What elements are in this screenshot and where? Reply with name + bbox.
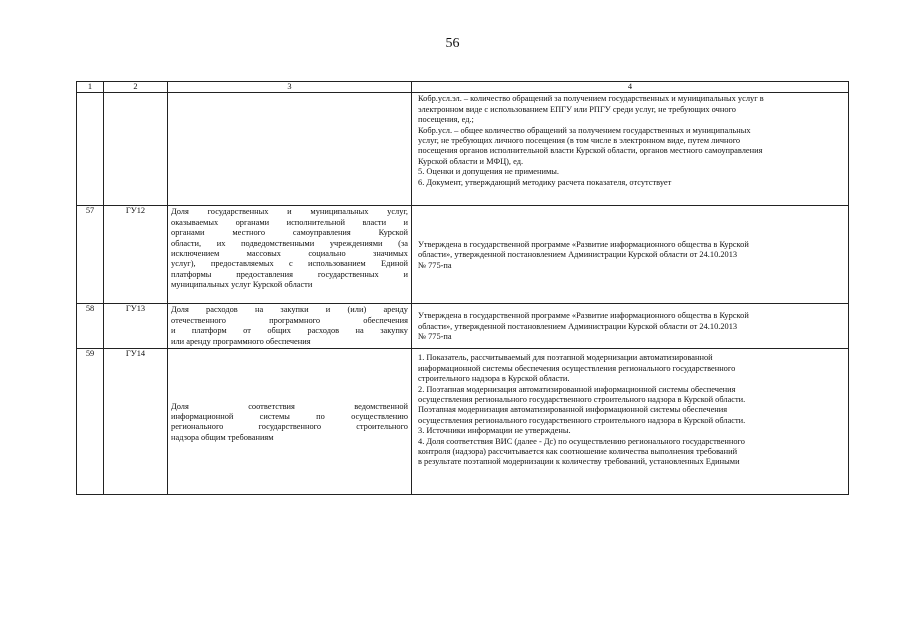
table-row	[77, 349, 849, 495]
indicator-line: муниципальных услуг Курской области	[171, 280, 313, 290]
description-line: Курской области и МФЦ), ед.	[418, 156, 524, 166]
header-col-2: 2	[104, 82, 168, 93]
row-number	[77, 93, 104, 206]
row-number: 59	[77, 349, 104, 495]
indicator-line: Доля соответствия ведомственной	[171, 401, 408, 411]
row-code: ГУ12	[104, 206, 168, 304]
indicator-line: услуг), предоставляемых с использованием Единой	[171, 259, 408, 269]
indicators-table	[76, 81, 849, 495]
row-indicator	[168, 93, 412, 206]
row-description	[412, 304, 849, 349]
description-line: области», утвержденной постановлением Администрации Курской области от 24.10.2013	[418, 321, 738, 331]
header-col-1: 1	[77, 82, 104, 93]
description-line: услуг, не требующих личного посещения (в том числе в электронном виде, путем личного	[418, 136, 741, 146]
description-line: 2. Поэтапная модернизация автоматизированной информационной системы обеспечения	[418, 384, 736, 394]
indicator-line: Доля расходов на закупки и (или) аренду	[171, 305, 408, 315]
indicator-line: регионального государственного строительного	[171, 422, 408, 432]
indicator-line: или аренду программного обеспечения	[171, 336, 311, 346]
indicator-line: платформы предоставления государственных и	[171, 269, 408, 279]
description-line: в результате поэтапной модернизации к количеству требований, установленных Едиными	[418, 457, 740, 467]
indicator-line: исключением массовых социально значимых	[171, 249, 408, 259]
description-line: Утверждена в государственной программе «Развитие информационного общества в Курской	[418, 311, 749, 321]
description-line: № 775-па	[418, 260, 452, 270]
page-number: 56	[445, 36, 460, 51]
row-number: 58	[77, 304, 104, 349]
description-line: осуществления регионального государственного строительного надзора в Курской области.	[418, 395, 746, 405]
description-line: посещения, ед.;	[418, 115, 474, 125]
table-row	[77, 206, 849, 304]
indicator-line: области, их подведомственными учреждениями (за	[171, 238, 408, 248]
indicator-line: отечественного программного обеспечения	[171, 315, 408, 325]
description-line: Кобр.усл.эл. – количество обращений за получением государственных и муниципальных услуг в	[418, 94, 764, 104]
row-indicator	[168, 304, 412, 349]
header-col-3: 3	[168, 82, 412, 93]
description-line: осуществления регионального государственного строительного надзора в Курской области.	[418, 415, 746, 425]
description-line: Утверждена в государственной программе «Развитие информационного общества в Курской	[418, 239, 749, 249]
indicator-line: оказываемых органами исполнительной власти и	[171, 217, 408, 227]
description-line: 1. Показатель, рассчитываемый для поэтапной модернизации автоматизированной	[418, 353, 713, 363]
description-line: информационной системы обеспечения осуществления регионального государственного	[418, 363, 736, 373]
description-line: контроля (надзора) рассчитывается как соотношение количества выполнения требований	[418, 447, 738, 457]
description-line: 5. Оценки и допущения не применимы.	[418, 167, 559, 177]
indicator-line: Доля государственных и муниципальных услуг,	[171, 207, 408, 217]
description-line: № 775-па	[418, 332, 452, 342]
description-line: Кобр.усл. – общее количество обращений за получением государственных и муниципальных	[418, 125, 751, 135]
row-indicator	[168, 349, 412, 495]
table-row	[77, 93, 849, 206]
indicator-line: информационной системы по осуществлению	[171, 412, 408, 421]
row-code: ГУ14	[104, 349, 168, 495]
row-description	[412, 93, 849, 206]
row-number: 57	[77, 206, 104, 304]
indicator-line: надзора общим требованиям	[171, 432, 274, 442]
description-line: Поэтапная модернизация автоматизированной информационной системы обеспечения	[418, 405, 728, 415]
description-line: посещения органов исполнительной власти Курской области, органов местного самоуправления	[418, 146, 763, 156]
row-code: ГУ13	[104, 304, 168, 349]
description-line: 4. Доля соответствия ВИС (далее - Дс) по осуществлению регионального государственного	[418, 436, 745, 446]
description-line: 3. Источники информации не утверждены.	[418, 426, 571, 436]
table-header-row	[77, 82, 849, 93]
row-description	[412, 349, 849, 495]
header-col-4: 4	[412, 82, 849, 93]
description-line: области», утвержденной постановлением Администрации Курской области от 24.10.2013	[418, 250, 738, 260]
description-line: электронном виде с использованием ЕПГУ или РПГУ среди услуг, не требующих очного	[418, 104, 736, 114]
row-description	[412, 206, 849, 304]
row-indicator	[168, 206, 412, 304]
table-row	[77, 304, 849, 349]
row-code	[104, 93, 168, 206]
description-line: строительного надзора в Курской области.	[418, 374, 570, 384]
description-line: 6. Документ, утверждающий методику расчета показателя, отсутствует	[418, 177, 672, 187]
indicator-line: органами местного самоуправления Курской	[171, 228, 408, 238]
indicator-line: и платформ от общих расходов на закупку	[171, 326, 408, 336]
